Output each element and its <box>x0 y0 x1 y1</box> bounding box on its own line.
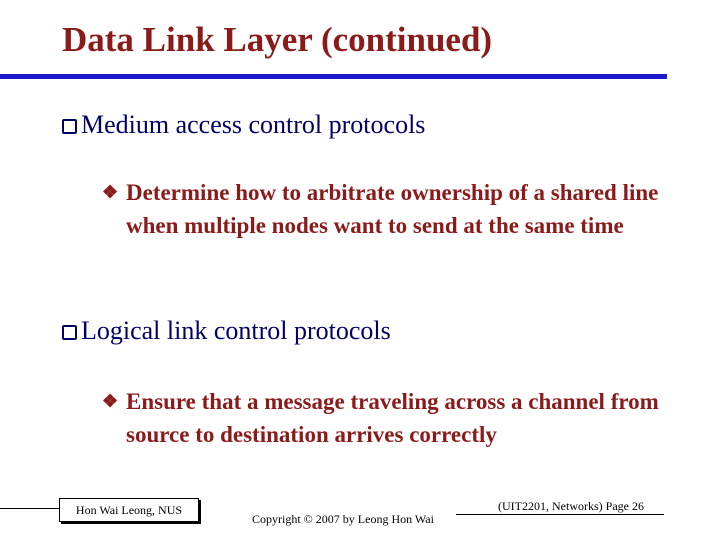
footer-rule-right <box>456 514 664 515</box>
bullet-label: Medium access control protocols <box>81 110 426 139</box>
slide-title: Data Link Layer (continued) <box>62 20 493 59</box>
subbullet-logical-link <box>104 385 664 451</box>
bullet-medium-access <box>62 110 425 140</box>
title-underline <box>0 74 667 79</box>
footer-copyright: Copyright © 2007 by Leong Hon Wai <box>252 512 434 526</box>
square-bullet-icon <box>62 325 77 340</box>
footer-author-box: Hon Wai Leong, NUS <box>59 498 199 522</box>
square-bullet-icon <box>62 119 77 134</box>
footer-rule-left <box>0 508 60 509</box>
diamond-bullet-icon: ❖ <box>102 182 119 202</box>
footer-page-number: (UIT2201, Networks) Page 26 <box>498 499 644 513</box>
subbullet-text: Determine how to arbitrate ownership of a shared line when multiple nodes want to send at the same time <box>126 180 659 238</box>
bullet-logical-link <box>62 316 391 346</box>
bullet-label: Logical link control protocols <box>81 316 391 345</box>
subbullet-medium-access <box>104 176 664 242</box>
subbullet-text: Ensure that a message traveling across a channel from source to destination arrives correctly <box>126 389 659 447</box>
diamond-bullet-icon: ❖ <box>102 391 119 411</box>
